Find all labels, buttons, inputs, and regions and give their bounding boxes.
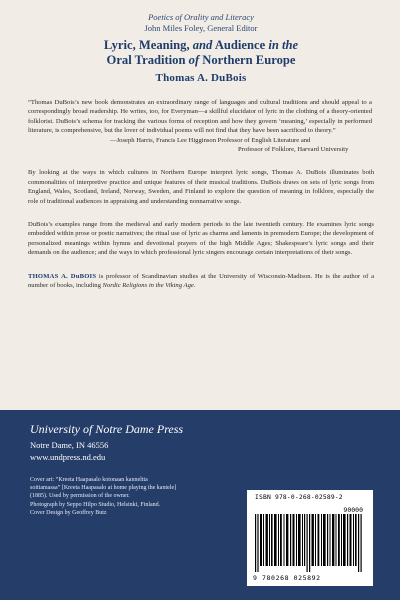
isbn-barcode-box (247, 490, 373, 586)
author-bio: THOMAS A. DuBOIS is professor of Scandinavian studies at the University of Wisconsin-Madison. He is the author of a number of books, including Nordic Religions in the Viking Age. (28, 272, 374, 290)
author-bio-name: THOMAS A. DuBOIS (28, 272, 97, 280)
cover-credits: Cover art: “Kreeta Haapasalo kotonaan kanneltta soittamassa” [Kreeta Haapasalo at home playing the kantele] (1885). Used by permission of the owner. Photograph by Seppo Hilpo Studio, Helsinki, Finland. Cover Design by Geoffrey Butz (30, 477, 177, 516)
blurb-attribution-line2: Professor of Folklore, Harvard University (238, 146, 349, 154)
isbn-label: ISBN 978-0-268-02589-2 (255, 494, 343, 501)
blurb-quote: “Thomas DuBois’s new book demonstrates an extraordinary range of languages and cultural traditions and should appeal to a correspondingly broad readership. He writes, too, for Everyman—a skillful elucidator of lyric in the clothing of a theory-oriented folklorist. DuBois’s schema for tracking the various forms of reception and how they govern ‘meaning,’ especially in performed literature, is comprehensive, but the lover of individual poems will not find that they have been sacrificed to theory.” (28, 99, 372, 135)
book-author: Thomas A. DuBois (155, 72, 247, 84)
publisher-address: Notre Dame, IN 46556 (30, 440, 109, 450)
series-title: Poetics of Orality and Literacy (148, 12, 254, 22)
publisher-website: www.undpress.nd.edu (30, 452, 106, 462)
series-info (28, 12, 374, 34)
description-paragraph-2: DuBois’s examples range from the medieval and early modern periods to the late twentieth century. He examines lyric songs embedded within prose or poetic narratives; the ritual use of lyric as charms and laments in premodern Europe; the development of personalized meanings within hymns and devotional prayers of the high Middle Ages; Shakespeare’s lyric songs and their demands on the audience; and the ways in which professional lyric singers encourage certain interpretations of their songs. (28, 221, 374, 257)
description-paragraph-1: By looking at the ways in which cultures in Northern Europe interpret lyric songs, Thomas A. DuBois illuminates both commonalities of interpretive practice and unique features of their musical traditions. DuBois draws on sets of lyric songs from England, Wales, Scotland, Ireland, Norway, Sweden, and Finland to explore the question of meaning in folklore, especially the role of traditional audiences in appraising and understanding nonnarrative songs. (28, 169, 374, 205)
price-code: 90000 (343, 506, 363, 514)
series-editor: John Miles Foley, General Editor (144, 23, 258, 33)
author-bio-book: Nordic Religions in the Viking Age (102, 282, 194, 290)
barcode-digits: 9 780268 025892 (253, 574, 321, 582)
publisher-name: University of Notre Dame Press (30, 422, 184, 436)
publisher-footer (0, 410, 400, 600)
barcode-icon (255, 514, 365, 572)
blurb-attribution-line1: —Joseph Harris, Francis Lee Higginson Professor of English Literature and (110, 136, 311, 144)
book-title: Lyric, Meaning, and Audience in the Oral Tradition of Northern Europe (103, 38, 299, 67)
